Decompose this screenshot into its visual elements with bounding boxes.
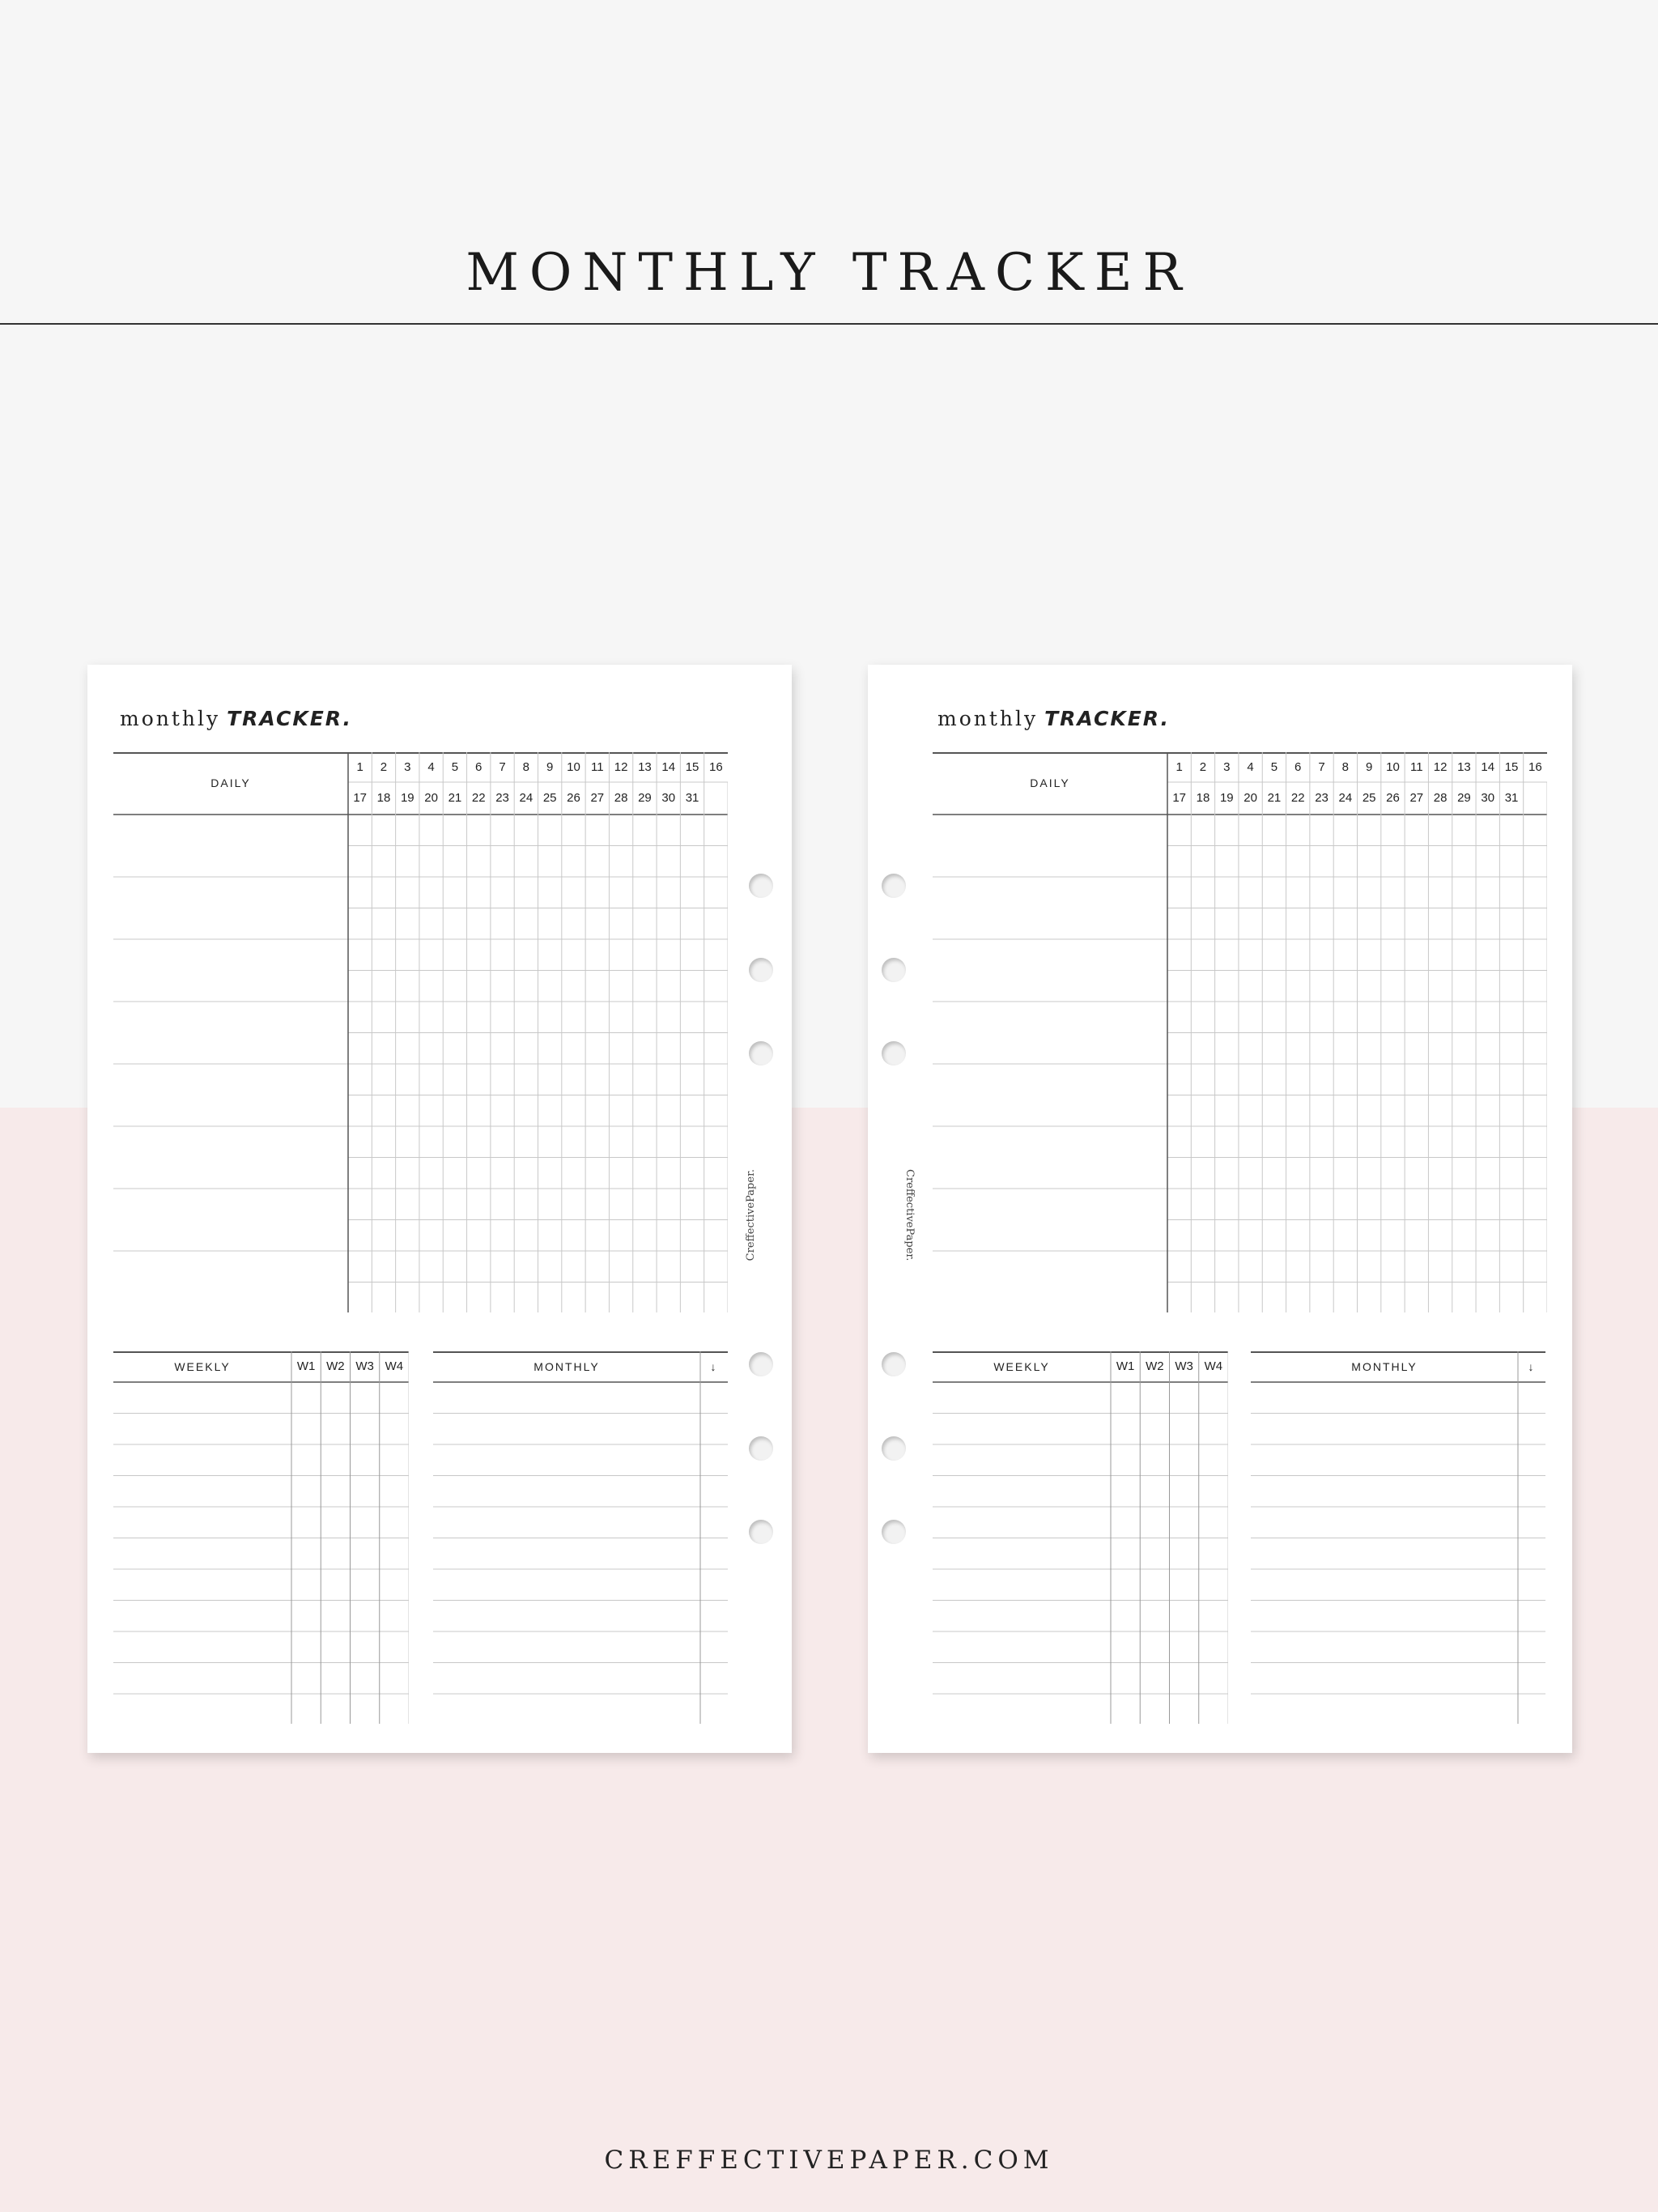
- weekly-label: WEEKLY: [993, 1360, 1050, 1373]
- day-number: 7: [499, 760, 506, 774]
- sheet-title: [120, 707, 352, 731]
- day-number: 26: [1386, 791, 1400, 805]
- binder-hole: [749, 1520, 773, 1544]
- daily-grid-lines: [113, 752, 728, 1312]
- day-number: 23: [1315, 791, 1329, 805]
- day-number: 4: [427, 760, 435, 774]
- day-number: 21: [448, 791, 462, 805]
- brand-vertical-text: CreffectivePaper.: [903, 1169, 916, 1261]
- day-number: 20: [1244, 791, 1257, 805]
- day-number: 27: [1409, 791, 1424, 805]
- monthly-label: MONTHLY: [1351, 1360, 1418, 1373]
- week-column-header: W2: [326, 1359, 345, 1373]
- day-number: 16: [709, 760, 723, 774]
- day-number: 29: [638, 791, 652, 805]
- sheet-title-bold: TRACKER.: [227, 707, 353, 730]
- day-number: 27: [590, 791, 605, 805]
- week-column-header: W1: [1116, 1359, 1135, 1373]
- day-number: 28: [1433, 791, 1448, 805]
- daily-grid-lines: [933, 752, 1547, 1312]
- monthly-tracker-grid: [1251, 1351, 1545, 1724]
- binder-hole: [882, 1041, 906, 1066]
- weekly-tracker-grid: [933, 1351, 1228, 1724]
- day-number: 21: [1267, 791, 1282, 805]
- day-number: 18: [376, 791, 391, 805]
- daily-tracker-grid: [933, 752, 1547, 1312]
- day-number: 26: [567, 791, 580, 805]
- day-number: 30: [1481, 791, 1495, 805]
- day-number: 9: [546, 760, 554, 774]
- day-number: 9: [1365, 760, 1373, 774]
- day-number: 5: [1270, 760, 1278, 774]
- day-number: 12: [614, 760, 628, 774]
- day-number: 12: [1433, 760, 1448, 774]
- day-number: 17: [1172, 791, 1186, 805]
- arrow-down-icon: ↓: [1528, 1360, 1536, 1373]
- day-number: 7: [1318, 760, 1325, 774]
- day-number: 10: [567, 760, 580, 774]
- day-number: 15: [1504, 760, 1519, 774]
- week-column-header: W2: [1146, 1359, 1164, 1373]
- day-number: 23: [495, 791, 509, 805]
- weekly-grid-lines: [113, 1351, 409, 1724]
- day-number: 24: [519, 791, 534, 805]
- day-number: 6: [1295, 760, 1302, 774]
- day-number: 3: [404, 760, 411, 774]
- day-number: 8: [522, 760, 530, 774]
- weekly-grid-lines: [933, 1351, 1228, 1724]
- monthly-tracker-grid: [433, 1351, 728, 1724]
- day-number: 5: [451, 760, 459, 774]
- binder-hole: [882, 1520, 906, 1544]
- day-number: 25: [1362, 791, 1376, 805]
- day-number: 17: [353, 791, 367, 805]
- day-number: 19: [400, 791, 414, 805]
- day-number: 22: [1290, 791, 1305, 805]
- binder-hole: [882, 958, 906, 982]
- arrow-down-icon: ↓: [710, 1360, 718, 1373]
- planner-sheet-left: [87, 665, 792, 1753]
- sheet-title-light: monthly: [937, 707, 1039, 730]
- daily-tracker-grid: [113, 752, 728, 1312]
- monthly-grid-lines: [1251, 1351, 1545, 1724]
- day-number: 2: [1199, 760, 1207, 774]
- day-number: 19: [1219, 791, 1234, 805]
- day-number: 20: [424, 791, 438, 805]
- day-number: 15: [685, 760, 699, 774]
- week-column-header: W4: [1204, 1359, 1223, 1373]
- week-column-header: W4: [385, 1359, 404, 1373]
- day-number: 13: [638, 760, 652, 774]
- binder-hole: [749, 874, 773, 898]
- day-number: 11: [1409, 760, 1423, 774]
- day-number: 6: [475, 760, 483, 774]
- title-divider: [0, 323, 1658, 325]
- day-number: 14: [661, 760, 676, 774]
- sheet-title-bold: TRACKER.: [1044, 707, 1171, 730]
- day-number: 11: [590, 760, 604, 774]
- planner-sheet-right: [868, 665, 1572, 1753]
- daily-label: DAILY: [1030, 776, 1070, 789]
- day-number: 29: [1457, 791, 1471, 805]
- weekly-label: WEEKLY: [174, 1360, 231, 1373]
- monthly-grid-lines: [433, 1351, 728, 1724]
- day-number: 3: [1223, 760, 1231, 774]
- binder-hole: [749, 1041, 773, 1066]
- page-title: MONTHLY TRACKER: [466, 243, 1192, 303]
- day-number: 31: [685, 791, 699, 805]
- binder-hole: [882, 874, 906, 898]
- weekly-tracker-grid: [113, 1351, 409, 1724]
- day-number: 25: [542, 791, 557, 805]
- sheet-title-light: monthly: [120, 707, 221, 730]
- day-number: 14: [1481, 760, 1495, 774]
- binder-hole: [749, 1352, 773, 1376]
- day-number: 31: [1504, 791, 1519, 805]
- sheet-title: [937, 707, 1170, 731]
- binder-hole: [749, 1436, 773, 1461]
- week-column-header: W3: [1175, 1359, 1193, 1373]
- day-number: 10: [1386, 760, 1400, 774]
- day-number: 30: [661, 791, 676, 805]
- day-number: 24: [1338, 791, 1353, 805]
- day-number: 16: [1528, 760, 1542, 774]
- day-number: 18: [1196, 791, 1210, 805]
- day-number: 28: [614, 791, 628, 805]
- binder-hole: [749, 958, 773, 982]
- binder-hole: [882, 1352, 906, 1376]
- day-number: 13: [1457, 760, 1471, 774]
- week-column-header: W3: [355, 1359, 374, 1373]
- day-number: 22: [471, 791, 486, 805]
- binder-hole: [882, 1436, 906, 1461]
- day-number: 8: [1341, 760, 1350, 774]
- footer-url: CREFFECTIVEPAPER.COM: [604, 2146, 1054, 2175]
- monthly-label: MONTHLY: [534, 1360, 600, 1373]
- day-number: 4: [1247, 760, 1254, 774]
- day-number: 2: [380, 760, 388, 774]
- week-column-header: W1: [296, 1359, 316, 1373]
- daily-label: DAILY: [210, 776, 251, 789]
- brand-vertical-text: CreffectivePaper.: [745, 1169, 757, 1261]
- day-number: 1: [356, 760, 363, 774]
- day-number: 1: [1175, 760, 1183, 774]
